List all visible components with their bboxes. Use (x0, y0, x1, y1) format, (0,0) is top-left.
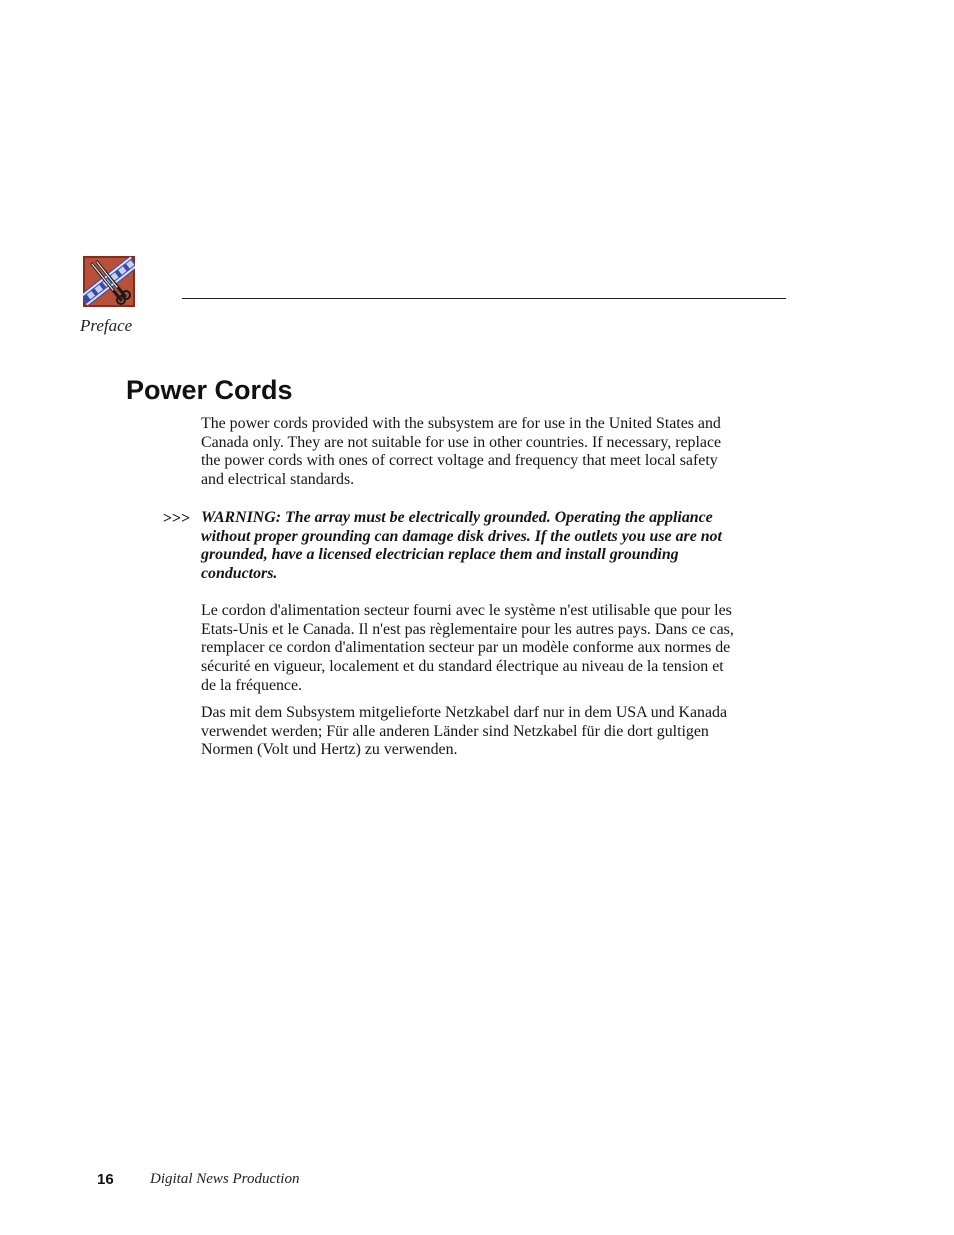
header-rule (182, 298, 786, 299)
warning-text: WARNING: The array must be electrically grounded. Operating the appliance without proper grounding can damage disk drives. If the outlets you use are not grounded, have a licensed electrician replace them and install grounding conductors. (201, 509, 722, 583)
paragraph-french: Le cordon d'alimentation secteur fourni avec le système n'est utilisable que pour les Etats-Unis et le Canada. Il n'est pas règlementaire pour les autres pays. Dans ce cas, remplacer ce cordon d'alimentation secteur par un modèle conforme aux normes de sécurité en vigueur, localement et du standard électrique au niveau de la tension et de la fréquence. (201, 602, 734, 694)
paragraph-english: The power cords provided with the subsystem are for use in the United States and Canada only. They are not suitable for use in other countries. If necessary, replace the power cords with ones of correct voltage and frequency that meet local safety and electrical standards. (201, 415, 722, 489)
paragraph-german: Das mit dem Subsystem mitgelieforte Netzkabel darf nur in dem USA und Kanada verwendet werden; Für alle anderen Länder sind Netzkabel für die dort gultigen Normen (Volt und Hertz) zu verwenden. (201, 704, 728, 759)
film-scissors-logo-icon (83, 256, 135, 307)
warning-marker: >>> (163, 510, 191, 527)
page-title: Power Cords (126, 375, 293, 405)
section-label: Preface (80, 316, 133, 335)
page-number: 16 (97, 1171, 114, 1188)
footer-document-title: Digital News Production (150, 1171, 300, 1187)
